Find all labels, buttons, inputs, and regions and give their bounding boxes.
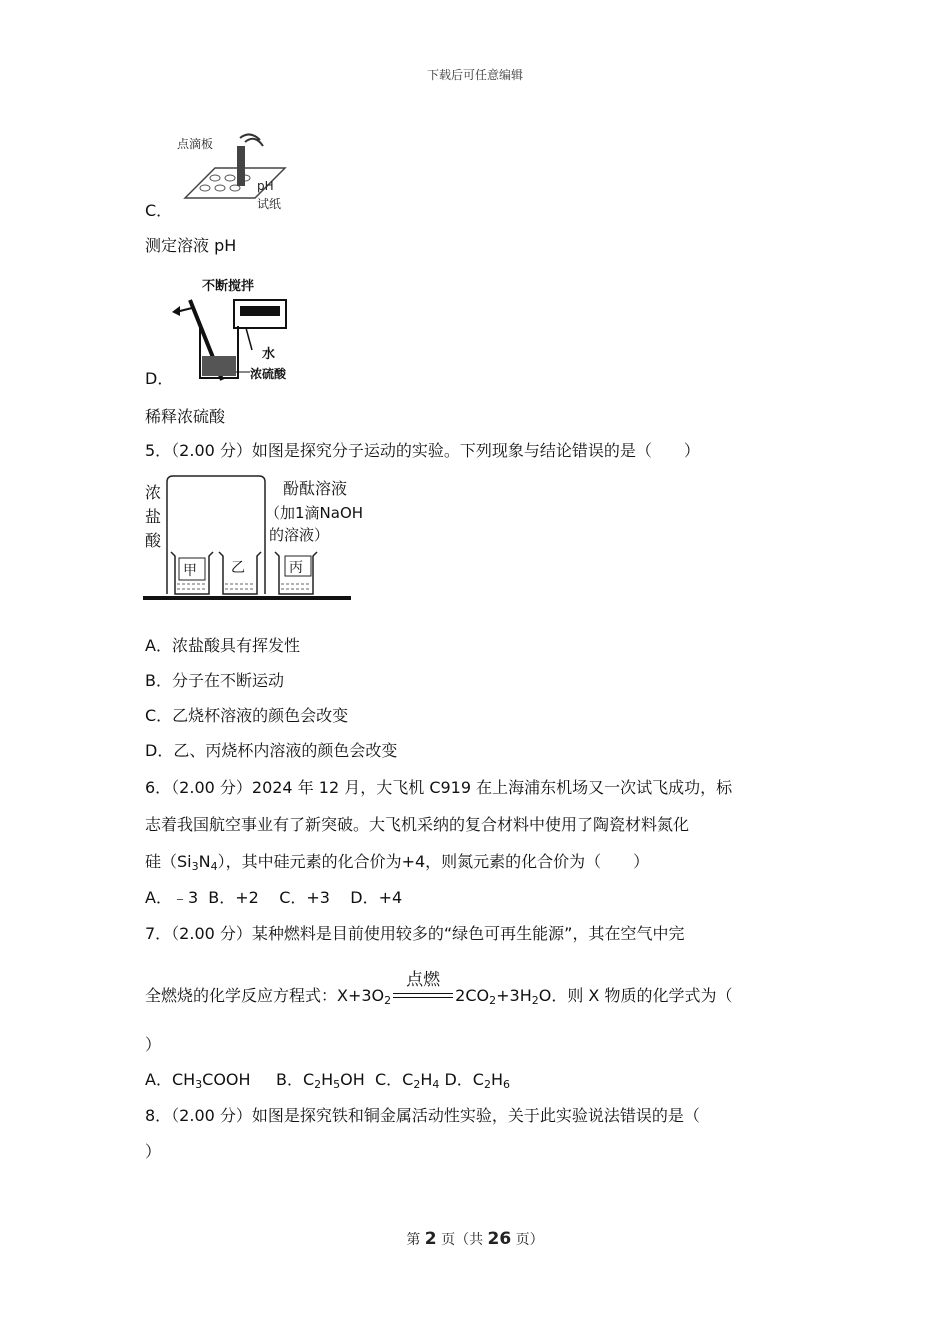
- ph-test-figure: [175, 128, 295, 216]
- paper-label: 试纸: [257, 197, 282, 211]
- q7-line-2: 全燃烧的化学反应方程式：$X+3O_2$ 点燃 $2CO_2+3H_2O$．则 X 物质的化学式为（: [145, 970, 733, 1007]
- option-d-label: D．: [145, 369, 174, 388]
- reaction-condition: 点燃: [406, 970, 441, 990]
- dilute-acid-figure: [170, 276, 300, 384]
- stir-label: 不断搅拌: [202, 279, 255, 294]
- beaker-bing: 丙: [289, 560, 303, 576]
- water-label: 水: [262, 347, 276, 362]
- q7-option-b: B．$C_2H_5OH$: [275, 1070, 365, 1091]
- reaction-arrow: [391, 970, 455, 1007]
- q5-option-a: A．浓盐酸具有挥发性: [145, 636, 300, 655]
- q7-line-1: 7．（2.00 分）某种燃料是目前使用较多的“绿色可再生能源”，其在空气中完: [145, 924, 685, 943]
- fig-left-1: 浓: [145, 483, 162, 502]
- q8-line-1: 8．（2.00 分）如图是探究铁和铜金属活动性实验，关于此实验说法错误的是（: [145, 1106, 700, 1125]
- q7-option-c: C．$C_2H_4$: [374, 1070, 440, 1091]
- ph-label: pH: [257, 179, 274, 193]
- q5-option-c: C．乙烧杯溶液的颜色会改变: [145, 706, 349, 725]
- q5-option-b: B．分子在不断运动: [145, 671, 284, 690]
- q7-options: [145, 1069, 510, 1091]
- q6-options: A．﹣3 B．+2 C．+3 D．+4: [145, 888, 403, 907]
- fig-left-2: 盐: [145, 507, 162, 526]
- q6-line-2: 志着我国航空事业有了新突破。大飞机采纳的复合材料中使用了陶瓷材料氮化: [145, 815, 690, 834]
- q8-line-2: ）: [145, 1142, 162, 1161]
- q7-option-a: A．$CH_3COOH$: [145, 1070, 251, 1091]
- page-header: 下载后可任意编辑: [426, 68, 523, 82]
- acid-label: 浓硫酸: [250, 367, 287, 381]
- current-page: 2: [424, 1229, 437, 1249]
- option-d-caption: 稀释浓硫酸: [145, 407, 226, 426]
- q6-line-3: 硅$(Si_3N_4)$，其中硅元素的化合价为+4，则氮元素的化合价为（ ）: [145, 852, 650, 873]
- q6-line-1: 6．（2.00 分）2024 年 12 月，大飞机 C919 在上海浦东机场又一次试飞成功，标: [145, 778, 733, 797]
- page-footer: 第 2 页（共 26 页）: [406, 1229, 544, 1249]
- beaker-jia: 甲: [183, 563, 197, 579]
- option-c-caption: 测定溶液 pH: [145, 236, 237, 255]
- fig-right-2: （加1滴NaOH: [265, 504, 364, 522]
- beaker-yi: 乙: [231, 560, 245, 576]
- fig-left-3: 酸: [145, 531, 162, 550]
- q7-line-3: ）: [145, 1035, 162, 1054]
- total-pages: 26: [487, 1229, 512, 1249]
- fig-right-3: 的溶液）: [269, 526, 330, 544]
- option-c-label: C．: [145, 201, 173, 220]
- q5-option-d: D．乙、丙烧杯内溶液的颜色会改变: [145, 741, 398, 760]
- fig-right-1: 酚酞溶液: [283, 479, 348, 498]
- q7-option-d: D．$C_2H_6$: [444, 1070, 510, 1091]
- plate-label: 点滴板: [177, 137, 214, 151]
- molecule-motion-figure: [143, 472, 383, 604]
- q5-stem: 5．（2.00 分）如图是探究分子运动的实验。下列现象与结论错误的是（ ）: [145, 441, 700, 460]
